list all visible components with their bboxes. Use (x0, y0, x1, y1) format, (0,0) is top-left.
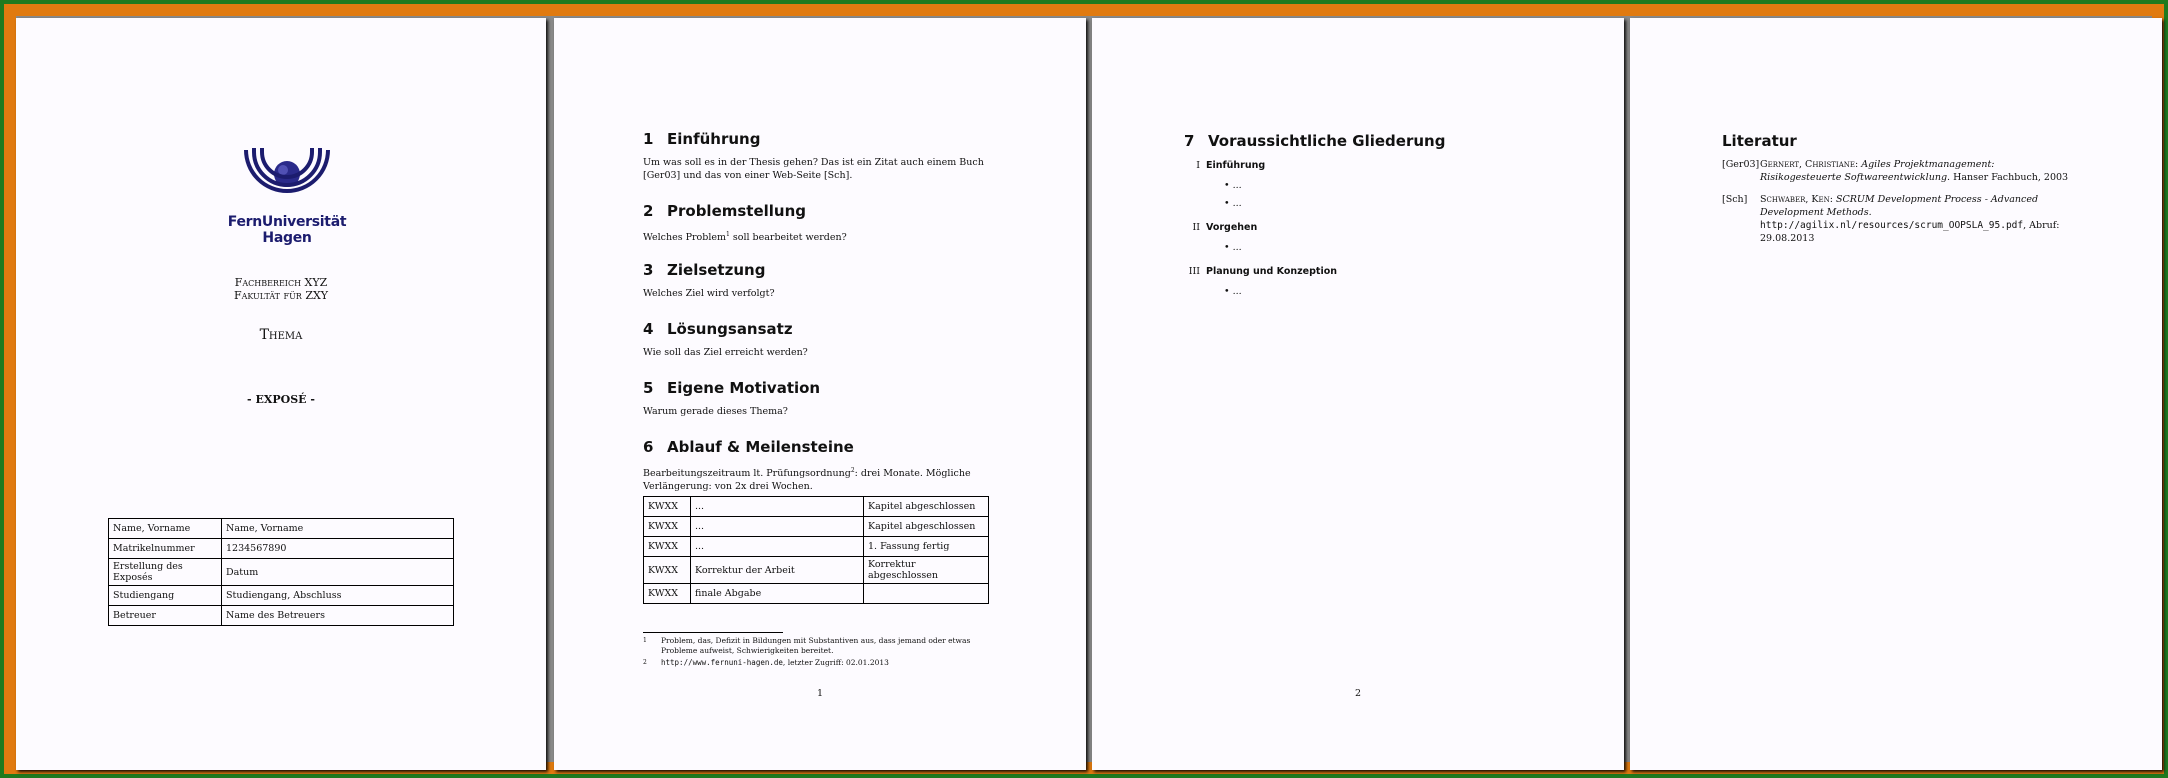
footnote-ref: 2 (850, 467, 855, 474)
section-text (643, 464, 1003, 493)
fernuni-logo-icon (242, 148, 332, 210)
bib-entry (1722, 193, 2072, 245)
department: Fachbereich XYZ (234, 276, 328, 289)
section-heading (643, 438, 1003, 456)
section-title: Voraussichtliche Gliederung (1208, 132, 1446, 150)
footnote-1 (643, 636, 993, 656)
section-number: 7 (1184, 132, 1195, 150)
bib-url[interactable]: http://agilix.nl/resources/scrum_OOPSLA_95.pdf (1760, 220, 2024, 231)
text-part: Bearbeitungszeitraum lt. Prüfungsordnung (643, 468, 851, 480)
text-part: Welches Problem (643, 232, 727, 244)
bib-title: SCRUM Development Process - Advanced Development Methods. (1760, 194, 2039, 218)
bib-body (1760, 158, 2072, 184)
table-row (644, 497, 989, 517)
table-cell-label: Name, Vorname (109, 519, 222, 539)
section-title: Einführung (667, 130, 761, 148)
page-number: 1 (816, 688, 824, 699)
section-text: Welches Ziel wird verfolgt? (643, 288, 775, 299)
table-row (644, 517, 989, 537)
outline-title: Planung und Konzeption (1206, 266, 1338, 277)
cover-subtitle: - EXPOSÉ - (247, 393, 315, 406)
logo-text: FernUniversität Hagen (227, 214, 347, 246)
content-page-1 (554, 18, 1086, 770)
list-item: • ... (1224, 286, 1242, 297)
section-heading (643, 130, 1003, 148)
table-cell-week: KWXX (644, 517, 691, 537)
section-title: Problemstellung (667, 202, 807, 220)
section-heading (643, 261, 1003, 279)
table-cell-milestone (864, 584, 989, 604)
cover-info-table (108, 518, 454, 626)
list-item: • ... (1224, 242, 1242, 253)
table-cell-label: Erstellung des Exposés (109, 559, 222, 586)
page-number: 2 (1354, 688, 1362, 699)
outline-item (1184, 160, 1265, 171)
footnote-text: Problem, das, Defizit in Bildungen mit Substantiven aus, dass jemand oder etwas Probleme aufweist, Schwierigkeiten bereitet. (661, 636, 971, 655)
table-cell-milestone: Kapitel abgeschlossen (864, 517, 989, 537)
table-cell-week: KWXX (644, 537, 691, 557)
bib-author: Schwaber, Ken: (1760, 194, 1833, 205)
bibliography-heading: Literatur (1722, 132, 1797, 150)
table-row (109, 606, 454, 626)
footnote-ref: 1 (726, 231, 730, 238)
outline-title: Vorgehen (1206, 222, 1258, 233)
table-cell-milestone: Korrektur abgeschlossen (864, 557, 989, 584)
table-cell-task: finale Abgabe (691, 584, 864, 604)
section-text: Warum gerade dieses Thema? (643, 406, 788, 417)
bib-publisher: Hanser Fachbuch, 2003 (1950, 172, 2069, 183)
table-row (644, 537, 989, 557)
text-part: : drei Monate. Mögliche Verlängerung: von 2x drei Wochen. (643, 468, 971, 493)
roman-numeral: II (1192, 222, 1200, 233)
faculty: Fakultät für ZXY (233, 289, 329, 302)
footnote-rule (643, 632, 783, 633)
bib-key: [Ger03] (1722, 159, 1760, 170)
outline-heading (1184, 132, 1445, 150)
section-title: Ablauf & Meilensteine (667, 438, 854, 456)
footnote-text (661, 658, 993, 668)
bullet-text: ... (1232, 242, 1242, 253)
table-cell-milestone: Kapitel abgeschlossen (864, 497, 989, 517)
bibliography-page (1630, 18, 2162, 770)
section-einfuehrung (643, 130, 1003, 182)
table-cell-value: Name, Vorname (222, 519, 454, 539)
outline-title: Einführung (1206, 160, 1266, 171)
table-cell-week: KWXX (644, 497, 691, 517)
table-row (109, 519, 454, 539)
section-number: 6 (643, 438, 654, 456)
table-row (109, 539, 454, 559)
table-cell-milestone: 1. Fassung fertig (864, 537, 989, 557)
roman-numeral: III (1188, 266, 1200, 277)
section-title: Lösungsansatz (667, 320, 793, 338)
list-item: • ... (1224, 180, 1242, 191)
section-zielsetzung (643, 261, 1003, 300)
outline-item (1184, 266, 1337, 277)
section-heading (643, 379, 1003, 397)
section-ablauf (643, 438, 1003, 493)
bullet-text: ... (1232, 198, 1242, 209)
table-cell-value: Datum (222, 559, 454, 586)
table-row (644, 584, 989, 604)
footnote-mark: 1 (643, 637, 647, 644)
table-cell-value: Studiengang, Abschluss (222, 586, 454, 606)
bib-access: , Abruf: 29.08.2013 (1760, 220, 2060, 244)
table-cell-week: KWXX (644, 584, 691, 604)
outline-item (1184, 222, 1257, 233)
bib-body (1760, 193, 2072, 245)
cover-page (16, 18, 546, 770)
footnote-mark: 2 (643, 659, 647, 666)
bib-title: Agiles Projektmanagement: Risikogesteuerte Softwareentwicklung. (1760, 159, 1995, 183)
bib-key: [Sch] (1722, 194, 1748, 205)
table-cell-label: Matrikelnummer (109, 539, 222, 559)
text-part: soll bearbeitet werden? (729, 232, 847, 244)
section-title: Eigene Motivation (667, 379, 821, 397)
content-page-2 (1092, 18, 1624, 770)
bullet-text: ... (1232, 286, 1242, 297)
viewer-background (16, 16, 2152, 762)
section-number: 4 (643, 320, 654, 338)
section-text: Um was soll es in der Thesis gehen? Das ist ein Zitat auch einem Buch [Ger03] und das von einer Web-Seite [Sch]. (643, 157, 984, 181)
table-cell-label: Studiengang (109, 586, 222, 606)
table-cell-label: Betreuer (109, 606, 222, 626)
section-motivation (643, 379, 1003, 418)
table-row (109, 586, 454, 606)
orange-frame (4, 4, 2164, 774)
roman-numeral: I (1196, 160, 1200, 171)
table-cell-task: Korrektur der Arbeit (691, 557, 864, 584)
section-number: 1 (643, 130, 654, 148)
table-cell-task: ... (691, 497, 864, 517)
table-cell-value: Name des Betreuers (222, 606, 454, 626)
bullet-text: ... (1232, 180, 1242, 191)
cover-title: Thema (259, 327, 303, 343)
table-row (109, 559, 454, 586)
section-text (643, 228, 1003, 244)
milestone-table (643, 496, 989, 604)
table-cell-week: KWXX (644, 557, 691, 584)
section-loesungsansatz (643, 320, 1003, 359)
bib-author: Gernert, Christiane: (1760, 159, 1859, 170)
table-cell-task: ... (691, 517, 864, 537)
list-item: • ... (1224, 198, 1242, 209)
section-heading (643, 320, 1003, 338)
table-cell-task: ... (691, 537, 864, 557)
section-number: 2 (643, 202, 654, 220)
footnote-url[interactable]: http://www.fernuni-hagen.de (661, 658, 783, 667)
section-title: Zielsetzung (667, 261, 766, 279)
section-text: Wie soll das Ziel erreicht werden? (643, 347, 808, 358)
table-row (644, 557, 989, 584)
footnote-access: , letzter Zugriff: 02.01.2013 (782, 658, 889, 667)
footnote-2 (643, 658, 993, 668)
table-cell-value: 1234567890 (222, 539, 454, 559)
bib-entry (1722, 158, 2072, 184)
section-heading (643, 202, 1003, 220)
section-problemstellung (643, 202, 1003, 244)
section-number: 3 (643, 261, 654, 279)
section-number: 5 (643, 379, 654, 397)
